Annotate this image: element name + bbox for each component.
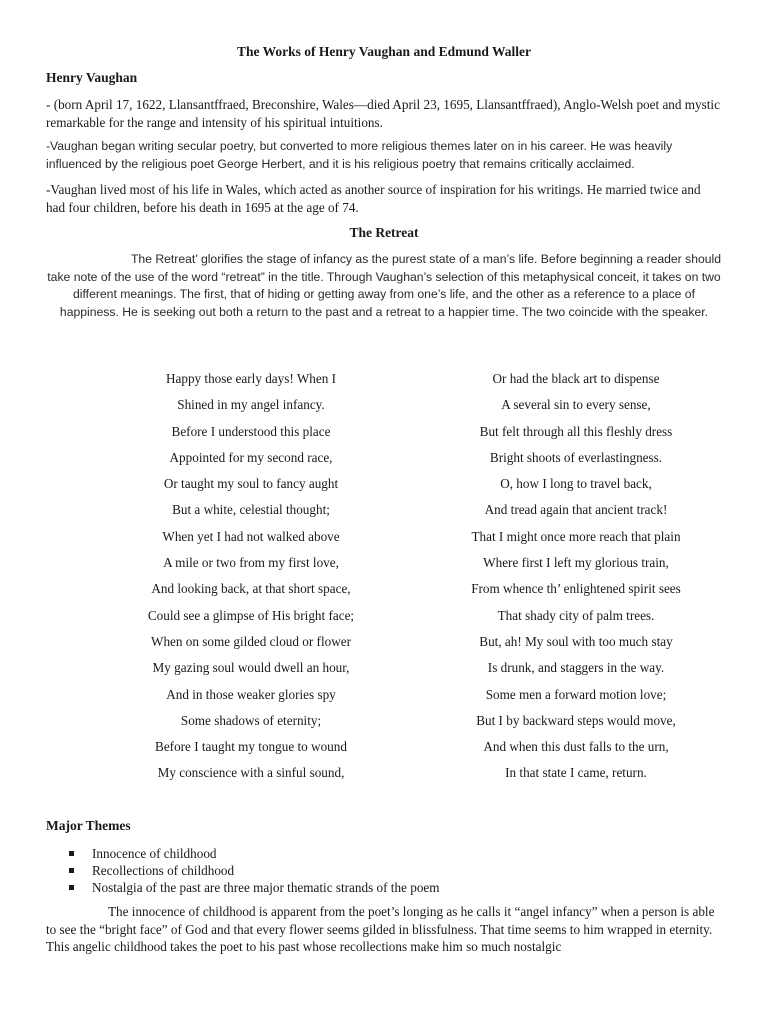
poem-right-line: Or had the black art to dispense [492, 371, 660, 386]
theme-text: Innocence of childhood [92, 846, 217, 861]
theme-text: Recollections of childhood [92, 863, 235, 879]
poem-right-line: That shady city of palm trees. [497, 607, 655, 623]
poem-left-line: Before I taught my tongue to wound [155, 739, 347, 755]
poem-right-line: But felt through all this fleshly dress [479, 423, 673, 439]
poem-right-line: Where first I left my glorious train, [483, 555, 669, 571]
bullet-icon [69, 885, 74, 890]
bullet-icon [69, 851, 74, 856]
poem-right-line: In that state I came, return. [505, 765, 647, 781]
poem-left-line: When yet I had not walked above [162, 528, 340, 544]
poem-right-line: And when this dust falls to the urn, [483, 739, 669, 755]
poem-left-column [121, 370, 381, 791]
closing-paragraph-text: The innocence of childhood is apparent from the poet’s longing as he calls it “angel infancy” when a person is able to see the “bright face” of God and that every flower seems gilded in blissfulness. That time seems to him wrapped in eternity. This angelic childhood takes the poet to his past whose recollections make him so much nostalgic [46, 904, 715, 954]
document-title: The Works of Henry Vaughan and Edmund Waller [237, 44, 531, 59]
poem-right-line: Some men a forward motion love; [485, 686, 667, 702]
poem-left-line: Could see a glimpse of His bright face; [147, 607, 355, 623]
theme-item [66, 845, 440, 862]
author-heading: Henry Vaughan [46, 70, 138, 85]
poem-right-line: From whence th’ enlightened spirit sees [471, 581, 681, 597]
poem-left-line: My conscience with a sinful sound, [157, 765, 345, 781]
poem-right-line: That I might once more reach that plain [471, 528, 681, 544]
poem-right-line: O, how I long to travel back, [500, 476, 652, 492]
bio-paragraph-1: - (born April 17, 1622, Llansantffraed, Breconshire, Wales—died April 23, 1695, Llansantffraed), Anglo-Welsh poet and mystic remarkable for the range and intensity of his spiritual intuitions. [46, 97, 720, 130]
retreat-paragraph-text: The Retreat’ glorifies the stage of infancy as the purest state of a man’s life. Before beginning a reader should take note of the use of the word “retreat” in the title. Through Vaughan’s selection of this metaphysical conceit, it takes on two different meanings. The first, that of hiding or getting away from one’s life, and the other as a reference to a place of happiness. He is seeking out both a return to the past and a retreat to a happier time. The two coincide with the speaker. [47, 252, 722, 319]
bio-paragraph-3: -Vaughan lived most of his life in Wales, which acted as another source of inspiration for his writings. He married twice and had four children, before his death in 1695 at the age of 74. [46, 182, 701, 215]
retreat-heading: The Retreat [349, 225, 419, 240]
poem-left-line: When on some gilded cloud or flower [151, 633, 351, 649]
poem-right-line: But I by backward steps would move, [476, 712, 676, 728]
poem-right-column [446, 370, 706, 791]
poem-right-line: And tread again that ancient track! [484, 502, 668, 518]
poem-left-line: Before I understood this place [171, 423, 331, 439]
poem-left-line: Appointed for my second race, [169, 449, 333, 465]
poem-right-line: A several sin to every sense, [501, 397, 651, 413]
bio-paragraph-2: -Vaughan began writing secular poetry, but converted to more religious themes later on in his career. He was heavily influenced by the religious poet George Herbert, and it is his religious poetry that remains critically acclaimed. [46, 139, 673, 171]
poem-left-line: A mile or two from my first love, [163, 555, 339, 571]
poem-left-line: Some shadows of eternity; [180, 712, 322, 728]
poem-left-line: Happy those early days! When I [165, 371, 337, 386]
closing-paragraph [46, 903, 722, 956]
themes-heading: Major Themes [46, 818, 131, 833]
poem-left-line: But a white, celestial thought; [172, 502, 330, 518]
theme-item [66, 862, 440, 879]
poem-right-line: Is drunk, and staggers in the way. [487, 660, 665, 676]
poem-left-line: And in those weaker glories spy [166, 686, 336, 702]
poem-right-line: But, ah! My soul with too much stay [479, 633, 673, 649]
poem-left-line: Shined in my angel infancy. [177, 397, 325, 413]
poem-left-line: Or taught my soul to fancy aught [163, 476, 339, 492]
themes-list [66, 845, 440, 897]
retreat-paragraph [46, 251, 722, 321]
theme-text: Nostalgia of the past are three major thematic strands of the poem [92, 880, 440, 896]
poem-right-line: Bright shoots of everlastingness. [489, 449, 663, 465]
bullet-icon [69, 868, 74, 873]
poem-left-line: My gazing soul would dwell an hour, [152, 660, 350, 676]
poem-left-line: And looking back, at that short space, [151, 581, 351, 597]
theme-item [66, 879, 440, 896]
